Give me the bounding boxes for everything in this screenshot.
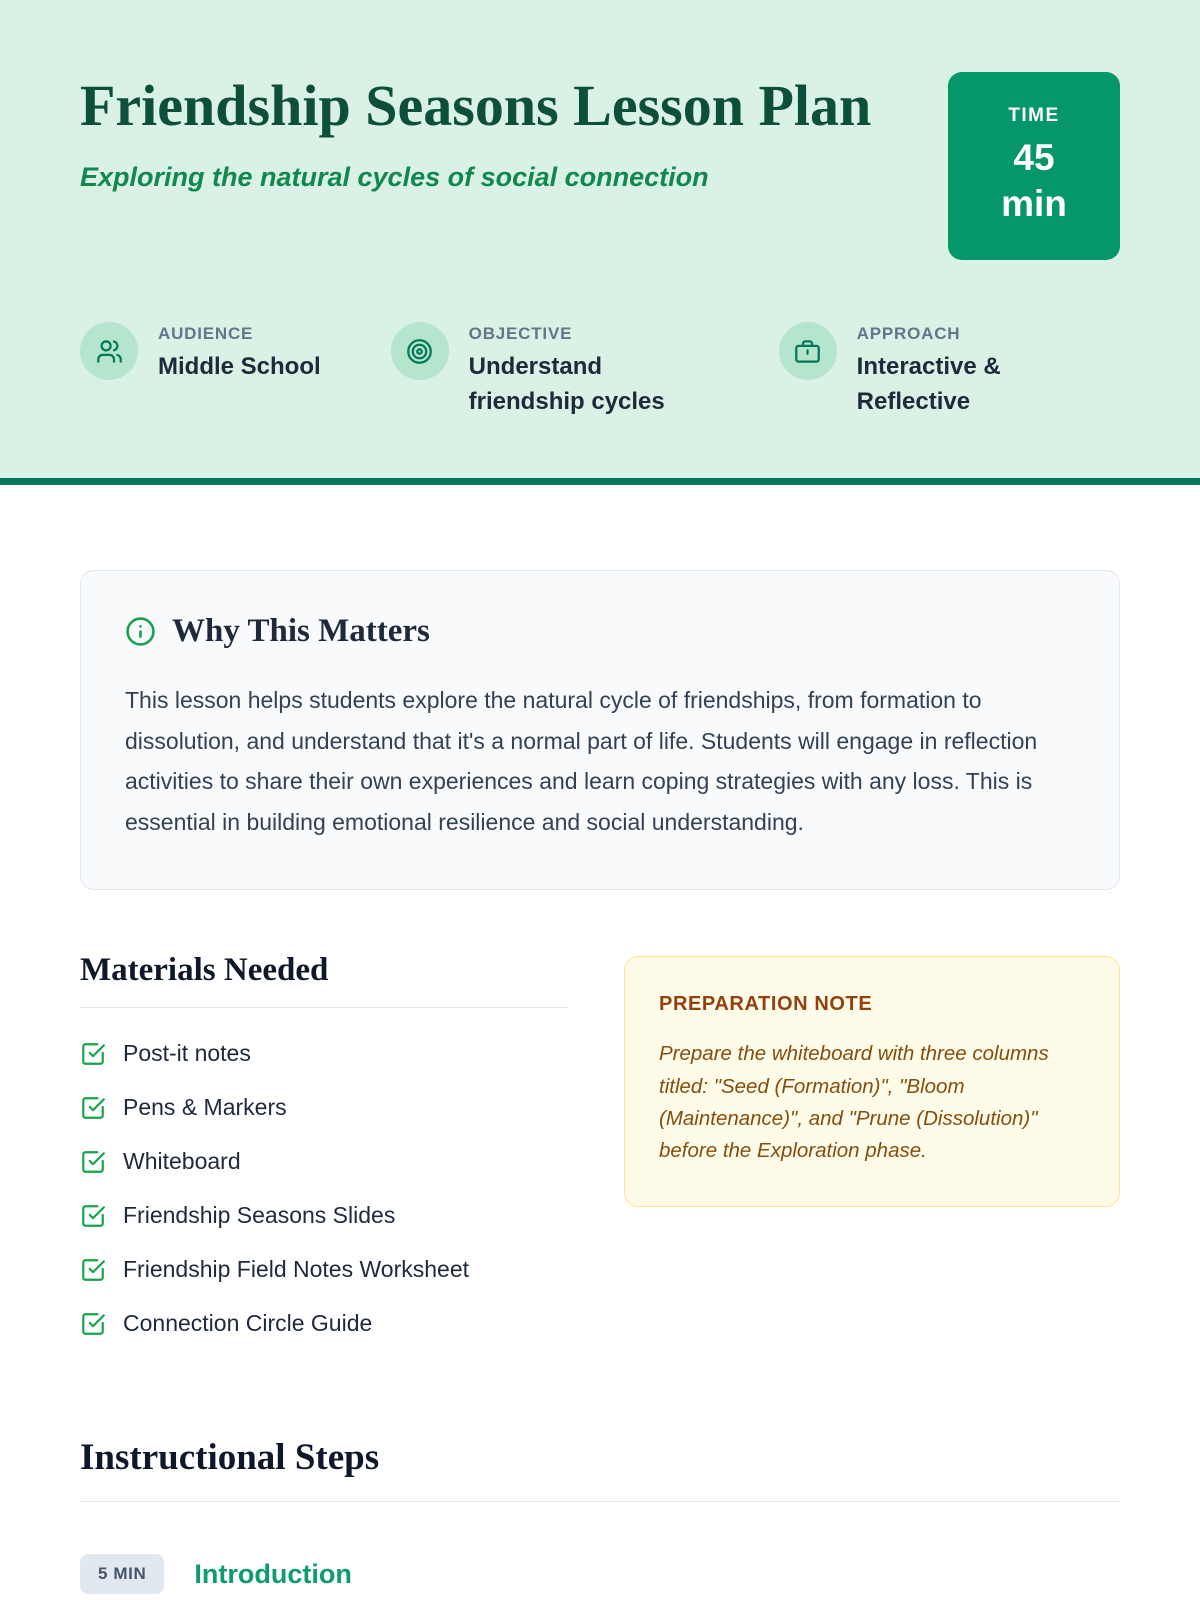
check-icon	[80, 1311, 106, 1337]
time-badge-value: 45 min	[1001, 136, 1067, 224]
target-icon	[391, 322, 449, 380]
meta-label-approach: APPROACH	[856, 324, 961, 343]
users-icon	[80, 322, 138, 380]
check-icon	[80, 1149, 106, 1175]
material-item	[80, 1040, 568, 1067]
check-icon	[80, 1257, 106, 1283]
check-icon	[80, 1041, 106, 1067]
material-item-label: Friendship Field Notes Worksheet	[123, 1256, 469, 1283]
check-icon	[80, 1203, 106, 1229]
header	[0, 0, 1200, 485]
step-title: Introduction	[194, 1558, 352, 1589]
materials-section	[80, 952, 1120, 1364]
meta-label-audience: AUDIENCE	[158, 324, 254, 343]
material-item-label: Pens & Markers	[123, 1094, 287, 1121]
material-item	[80, 1148, 568, 1175]
info-icon	[125, 616, 156, 647]
material-item	[80, 1256, 568, 1283]
material-item-label: Post-it notes	[123, 1040, 251, 1067]
page-title: Friendship Seasons Lesson Plan	[80, 73, 872, 138]
time-badge	[948, 72, 1120, 260]
material-item	[80, 1094, 568, 1121]
step-duration-badge: 5 MIN	[80, 1554, 164, 1594]
meta-row	[80, 322, 1120, 420]
meta-item-approach	[779, 322, 1047, 420]
time-badge-label: TIME	[1008, 104, 1060, 126]
preparation-note-text: Prepare the whiteboard with three columns titled: "Seed (Formation)", "Bloom (Maintenance)", and "Prune (Dissolution)" before the Exploration phase.	[659, 1042, 1049, 1163]
materials-title: Materials Needed	[80, 952, 568, 1008]
page-subtitle: Exploring the natural cycles of social connection	[80, 162, 709, 193]
main-content	[0, 570, 1200, 1595]
meta-item-objective	[391, 322, 709, 420]
why-this-matters-card	[80, 570, 1120, 891]
why-section-title: Why This Matters	[172, 612, 430, 649]
material-item-label: Whiteboard	[123, 1148, 241, 1175]
material-item-label: Connection Circle Guide	[123, 1310, 373, 1337]
meta-item-audience	[80, 322, 321, 420]
materials-list	[80, 1040, 568, 1337]
step-row	[80, 1554, 1120, 1594]
check-icon	[80, 1095, 106, 1121]
instructional-steps-section	[80, 1436, 1120, 1594]
meta-value-audience: Middle School	[158, 353, 321, 380]
meta-value-approach: Interactive & Reflective	[856, 353, 1001, 415]
briefcase-icon	[779, 322, 837, 380]
preparation-note-card	[624, 956, 1120, 1207]
material-item	[80, 1310, 568, 1337]
meta-label-objective: OBJECTIVE	[468, 324, 573, 343]
meta-value-objective: Understand friendship cycles	[468, 353, 665, 415]
why-section-body: This lesson helps students explore the natural cycle of friendships, from formation to dissolution, and understand that it's a normal part of life. Students will engage in reflection activities to share their own experiences and learn coping strategies with any loss. This is essential in building emotional resilience and social understanding.	[125, 686, 1038, 836]
instructional-steps-title: Instructional Steps	[80, 1436, 1120, 1502]
preparation-note-label: PREPARATION NOTE	[659, 993, 873, 1016]
material-item	[80, 1202, 568, 1229]
material-item-label: Friendship Seasons Slides	[123, 1202, 396, 1229]
